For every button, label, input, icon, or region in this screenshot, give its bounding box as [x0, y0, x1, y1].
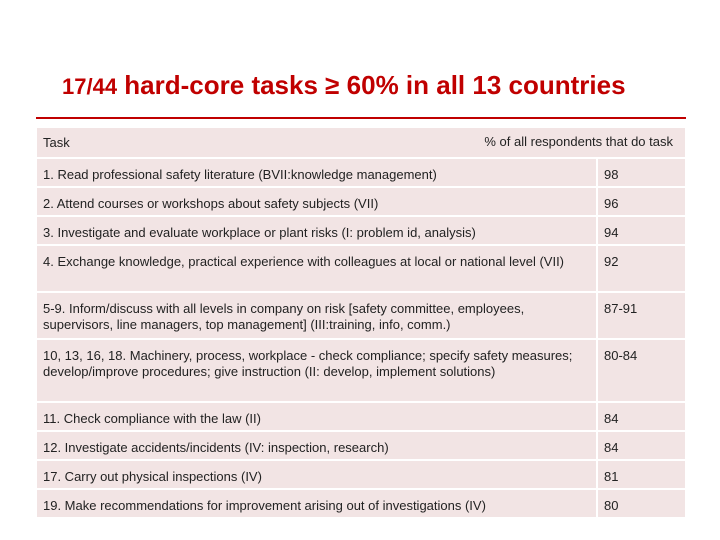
task-cell: 1. Read professional safety literature (BVII:knowledge management): [37, 158, 597, 187]
table-row: [37, 339, 685, 402]
table-row: [37, 431, 685, 460]
table-row: [37, 187, 685, 216]
task-cell: 4. Exchange knowledge, practical experience with colleagues at local or national level (VII): [37, 245, 597, 292]
table-row: [37, 216, 685, 245]
task-cell: 2. Attend courses or workshops about safety subjects (VII): [37, 187, 597, 216]
percent-cell: 98: [597, 158, 685, 187]
tasks-table: [37, 128, 685, 519]
title-text: hard-core tasks ≥ 60% in all 13 countries: [124, 70, 626, 100]
percent-cell: 96: [597, 187, 685, 216]
task-cell: 5-9. Inform/discuss with all levels in company on risk [safety committee, employees, supervisors, line managers, top management] (III:training, info, comm.): [37, 292, 597, 339]
percent-cell: 92: [597, 245, 685, 292]
percent-cell: 81: [597, 460, 685, 489]
task-cell: 12. Investigate accidents/incidents (IV: inspection, research): [37, 431, 597, 460]
title-underline: [36, 117, 686, 119]
table-row: [37, 460, 685, 489]
table-row: [37, 158, 685, 187]
table-header-row: [37, 128, 685, 158]
page-title: [62, 70, 626, 101]
header-percent-label: % of all respondents that do task: [484, 134, 673, 149]
percent-cell: 80-84: [597, 339, 685, 402]
percent-cell: 94: [597, 216, 685, 245]
task-cell: 3. Investigate and evaluate workplace or plant risks (I: problem id, analysis): [37, 216, 597, 245]
title-fraction: 17/44: [62, 74, 118, 99]
table-row: [37, 245, 685, 292]
task-cell: 17. Carry out physical inspections (IV): [37, 460, 597, 489]
task-cell: 11. Check compliance with the law (II): [37, 402, 597, 431]
task-cell: 19. Make recommendations for improvement arising out of investigations (IV): [37, 489, 597, 518]
table-row: [37, 292, 685, 339]
percent-cell: 84: [597, 431, 685, 460]
percent-cell: 80: [597, 489, 685, 518]
header-task: Task: [37, 128, 597, 158]
header-percent: [484, 128, 685, 158]
table-row: [37, 489, 685, 518]
task-cell: 10, 13, 16, 18. Machinery, process, workplace - check compliance; specify safety measures; develop/improve procedures; give instruction (II: develop, implement solutions): [37, 339, 597, 402]
percent-cell: 84: [597, 402, 685, 431]
table-row: [37, 402, 685, 431]
percent-cell: 87-91: [597, 292, 685, 339]
